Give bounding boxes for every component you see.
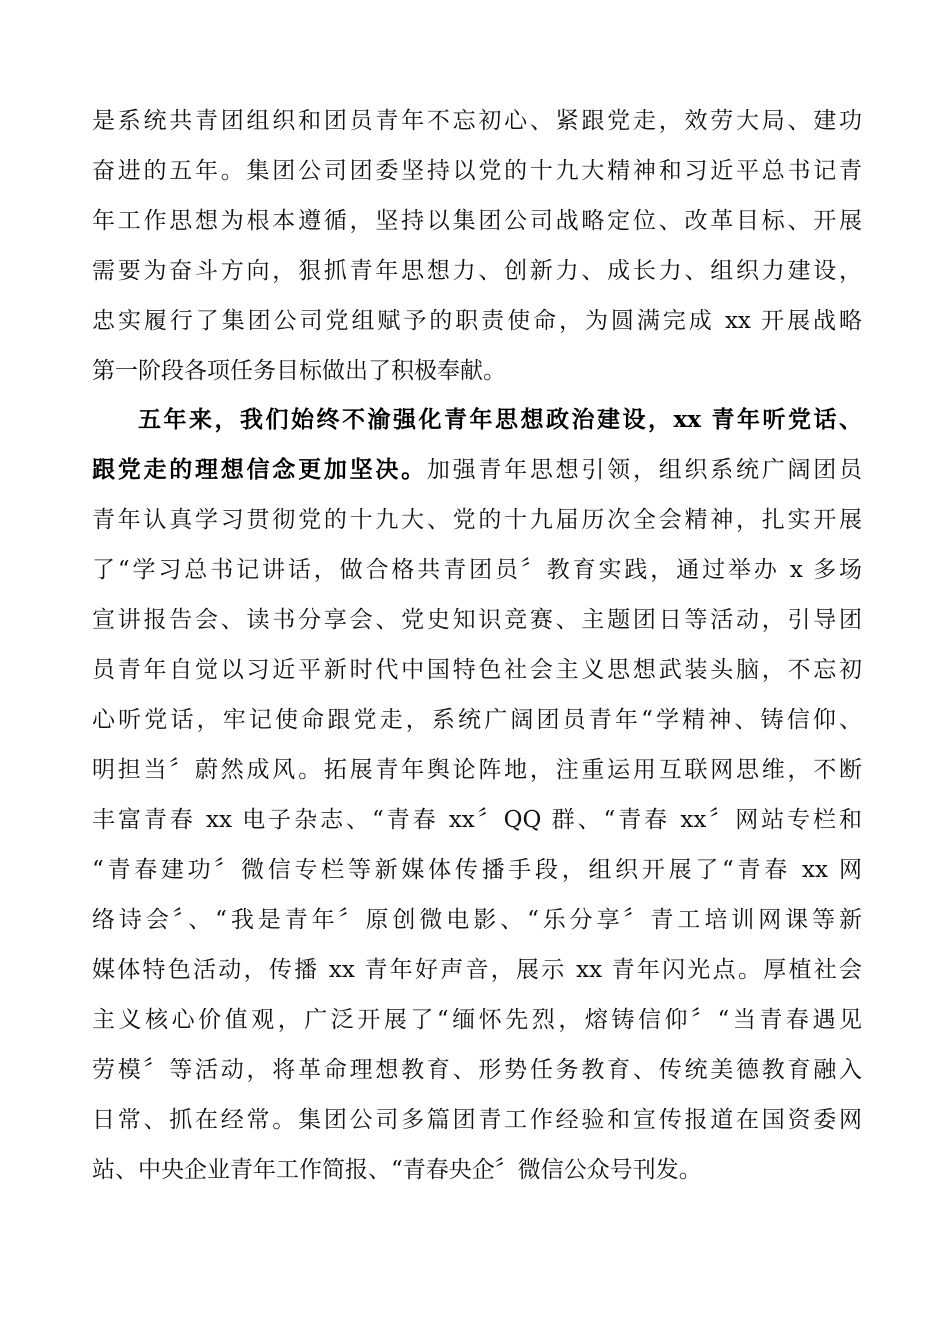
paragraph-2-line-16: 站、中央企业青年工作简报、“青春央企〞微信公众号刊发。 — [92, 1157, 702, 1183]
paragraph-1-line-2: 奋进的五年。集团公司团委坚持以党的十九大精神和习近平总书记青 — [92, 158, 862, 184]
paragraph-1-line-1: 是系统共青团组织和团员青年不忘初心、紧跟党走，效劳大局、建功 — [92, 108, 862, 134]
paragraph-2-line-15: 日常、抓在经常。集团公司多篇团青工作经验和宣传报道在国资委网 — [92, 1107, 862, 1133]
paragraph-2-heading-line-1: 五年来，我们始终不渝强化青年思想政治建设，xx 青年听党话、 — [138, 406, 862, 433]
paragraph-2-line-6: 员青年自觉以习近平新时代中国特色社会主义思想武装头脑，不忘初 — [92, 657, 862, 683]
paragraph-2-line-11: 络诗会〞、“我是青年〞原创微电影、“乐分享〞青工培训网课等新 — [92, 907, 862, 933]
paragraph-2-line-9: 丰富青春 xx 电子杂志、“青春 xx〞QQ 群、“青春 xx〞网站专栏和 — [92, 807, 862, 833]
paragraph-1-line-4: 需要为奋斗方向，狠抓青年思想力、创新力、成长力、组织力建设， — [92, 258, 862, 284]
paragraph-2-line-3: 青年认真学习贯彻党的十九大、党的十九届历次全会精神，扎实开展 — [92, 507, 862, 533]
paragraph-2-line-12: 媒体特色活动，传播 xx 青年好声音，展示 xx 青年闪光点。厚植社会 — [92, 957, 862, 983]
paragraph-2-line-7: 心听党话，牢记使命跟党走，系统广阔团员青年“学精神、铸信仰、 — [92, 707, 862, 733]
paragraph-2-line-10: “青春建功〞微信专栏等新媒体传播手段，组织开展了“青春 xx 网 — [92, 857, 862, 883]
paragraph-2-line-4: 了“学习总书记讲话，做合格共青团员〞教育实践，通过举办 x 多场 — [92, 557, 862, 583]
paragraph-1-line-6: 第一阶段各项任务目标做出了积极奉献。 — [92, 358, 506, 384]
paragraph-2-heading-line-2: 跟党走的理想信念更加坚决。 — [92, 456, 427, 483]
paragraph-2-line-2-rest: 加强青年思想引领，组织系统广阔团员 — [426, 457, 862, 483]
paragraph-2-line-14: 劳模〞等活动，将革命理想教育、形势任务教育、传统美德教育融入 — [92, 1057, 862, 1083]
paragraph-2-line-5: 宣讲报告会、读书分享会、党史知识竞赛、主题团日等活动，引导团 — [92, 607, 862, 633]
paragraph-1-line-3: 年工作思想为根本遵循，坚持以集团公司战略定位、改革目标、开展 — [92, 208, 862, 234]
paragraph-1-line-5: 忠实履行了集团公司党组赋予的职责使命，为圆满完成 xx 开展战略 — [92, 308, 862, 334]
paragraph-2-line-13: 主义核心价值观，广泛开展了“缅怀先烈，熔铸信仰〞“当青春遇见 — [92, 1007, 862, 1033]
paragraph-2-line-8: 明担当〞蔚然成风。拓展青年舆论阵地，注重运用互联网思维，不断 — [92, 757, 862, 783]
paragraph-2-line-2 — [92, 450, 862, 490]
